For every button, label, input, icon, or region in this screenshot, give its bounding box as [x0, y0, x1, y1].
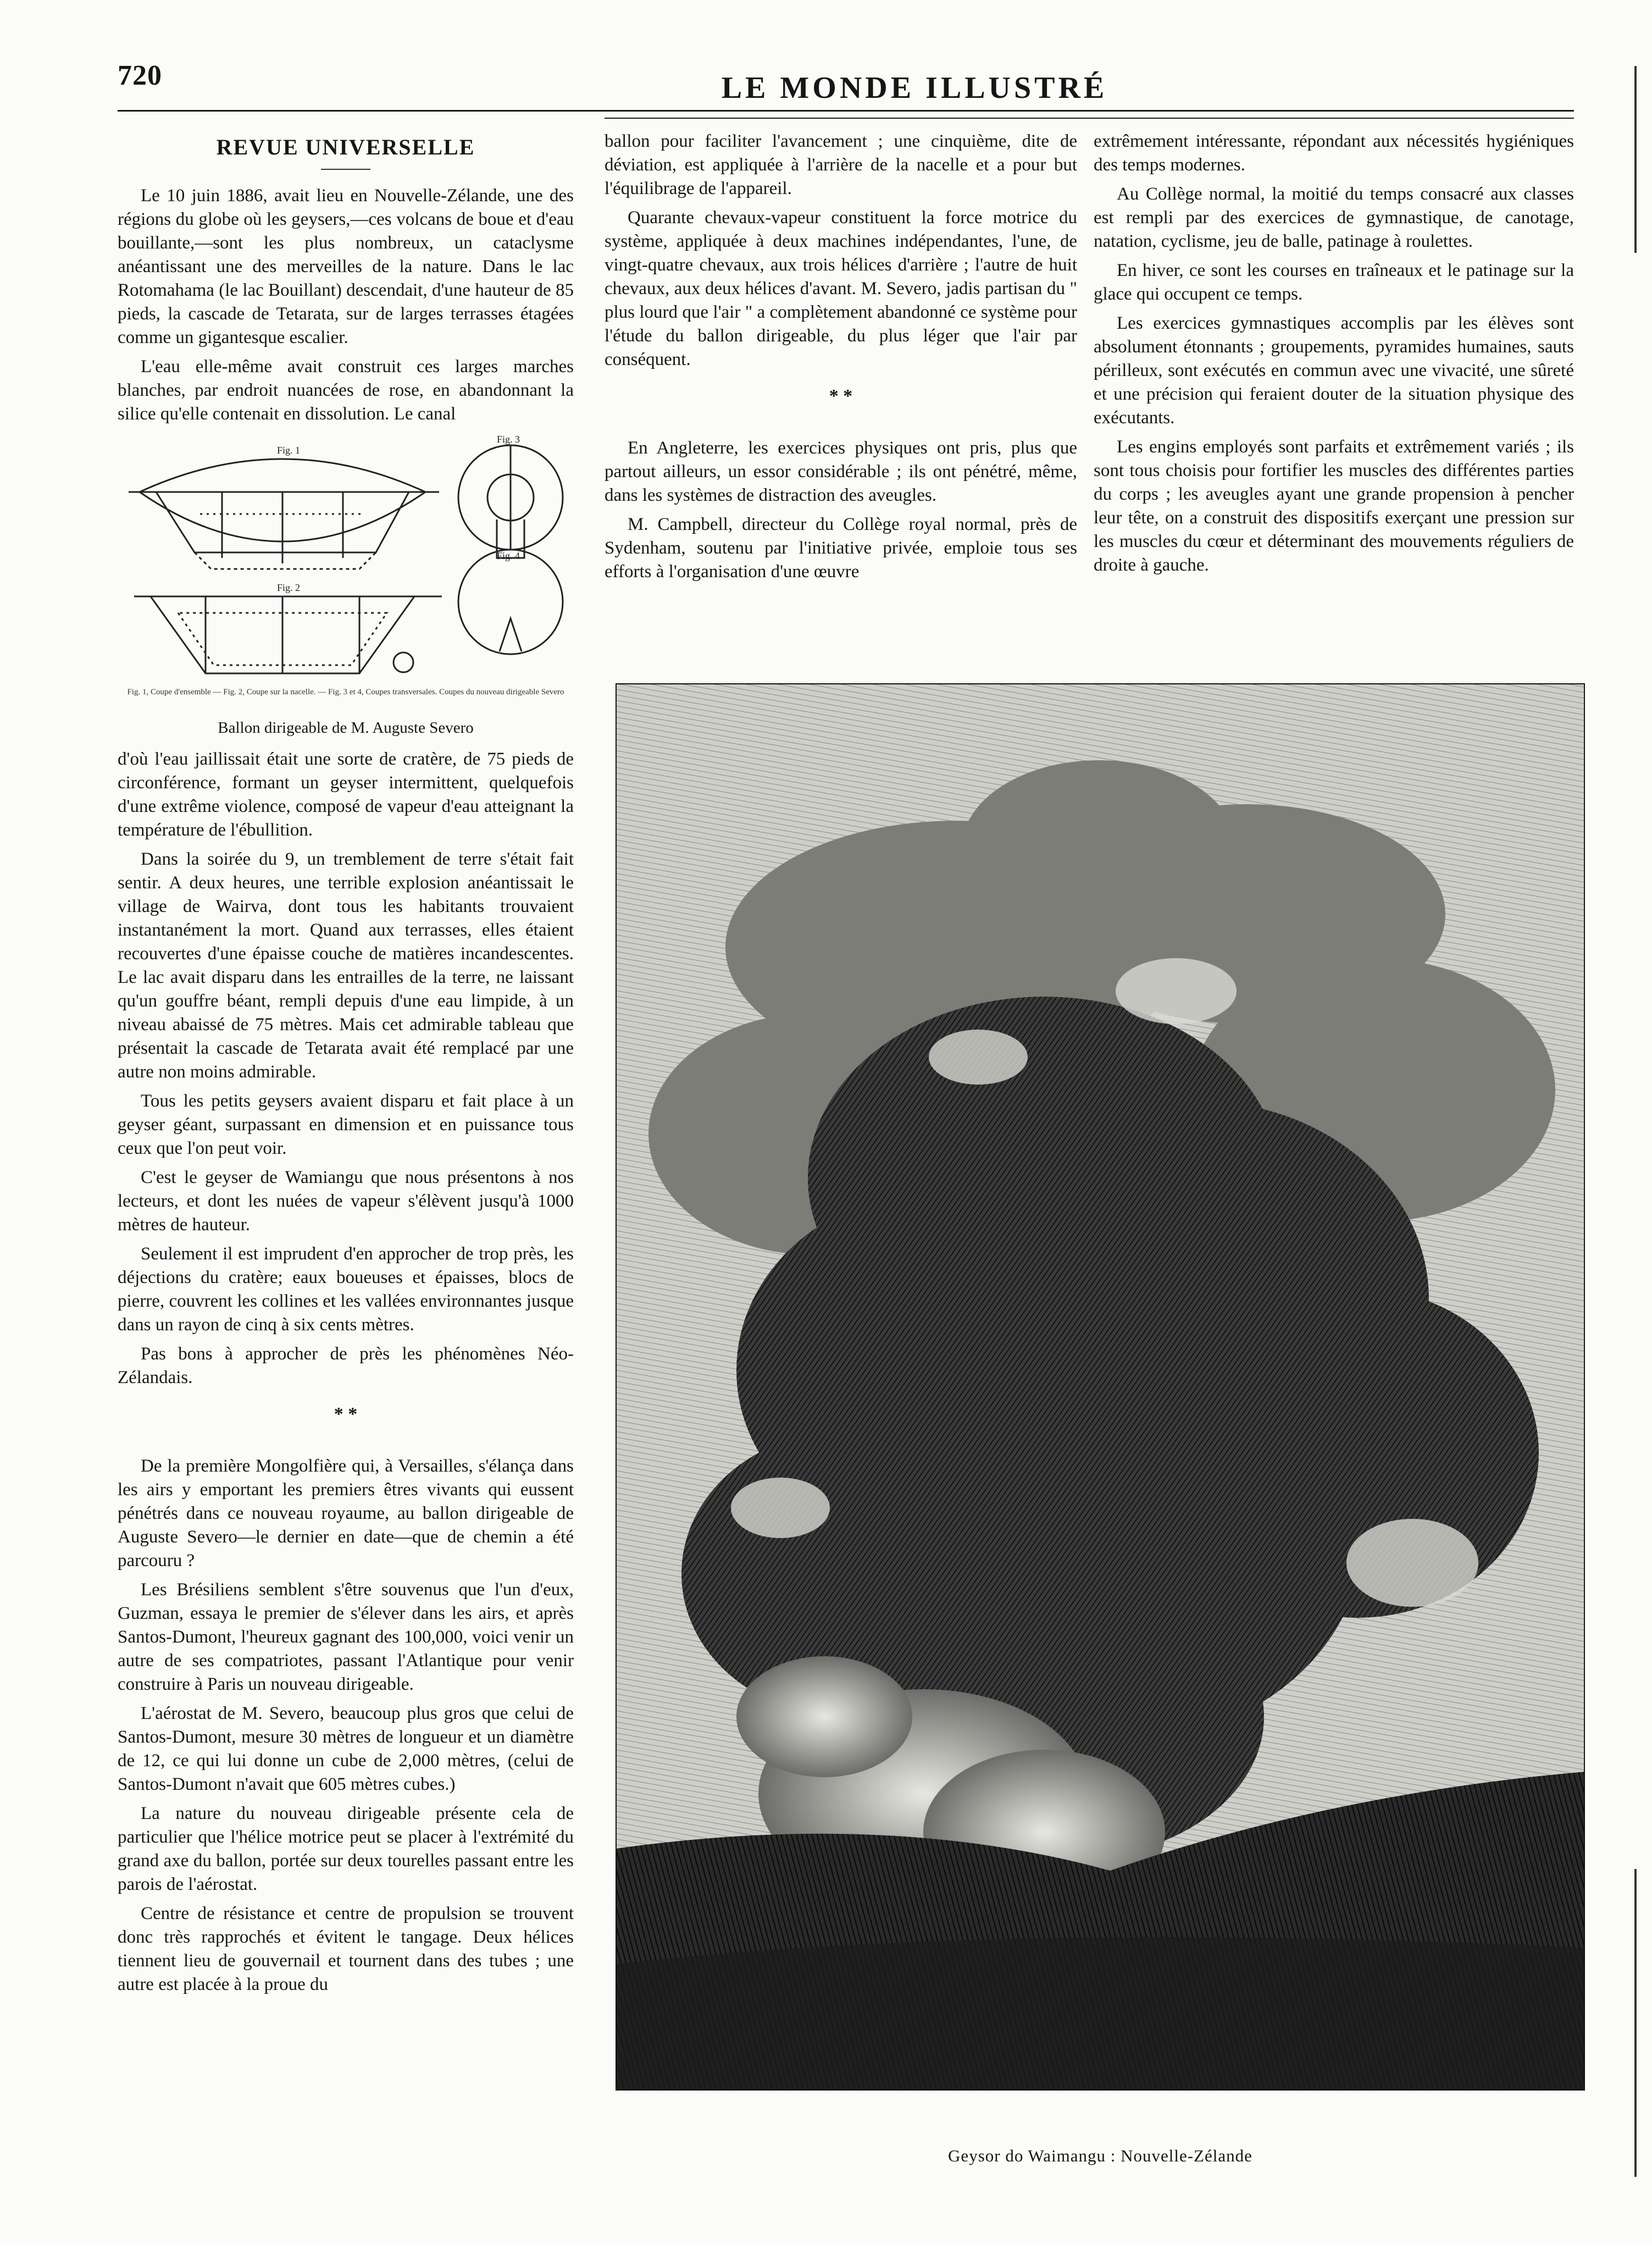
geyser-engraving [616, 683, 1585, 2091]
illustration-caption: Geysor do Waimangu : Nouvelle-Zélande [948, 2146, 1252, 2165]
figure-small-caption: Fig. 1, Coupe d'ensemble — Fig. 2, Coupe sur la nacelle. — Fig. 3 et 4, Coupes transversales. Coupes du nouveau dirigeable Severo [127, 688, 564, 696]
fig-label: Fig. 2 [277, 582, 301, 593]
right-column [1094, 130, 1574, 583]
paragraph: Seulement il est imprudent d'en approcher de trop près, les déjections du cratère; eaux boueuses et épaisses, blocs de pierre, couvrent les collines et les vallées environnantes jusque dans un rayon de cinq à six cents mètres. [118, 1244, 574, 1335]
paragraph: Centre de résistance et centre de propulsion se trouvent donc très rapprochés et évitent le tangage. Deux hélices tiennent lieu de gouvernail et tournent dans des tubes ; une autre est placée à la proue du [118, 1904, 574, 1994]
paragraph: L'eau elle-même avait construit ces larges marches blanches, par endroit nuancées de rose, en abandonnant la silice qu'elle contenait en dissolution. Le canal [118, 357, 574, 424]
paragraph: Les exercices gymnastiques accomplis par les élèves sont absolument étonnants ; groupements, pyramides humaines, sauts périlleux, sont exécutés en commun avec une vivacité, une sûreté et une précision qui feraient douter de la situation physique des exécutants. [1094, 313, 1574, 428]
paragraph: Pas bons à approcher de près les phénomènes Néo-Zélandais. [118, 1344, 574, 1387]
fig-label: Fig. 3 [497, 434, 520, 445]
middle-column [605, 130, 1077, 589]
paragraph: La nature du nouveau dirigeable présente cela de particulier que l'hélice motrice peut se placer à l'extrémité du grand axe du ballon, portée sur deux tourelles passant entre les parois de l'aérostat. [118, 1804, 574, 1894]
airship-diagram [118, 432, 574, 712]
paragraph: M. Campbell, directeur du Collège royal normal, près de Sydenham, soutenu par l'initiative privée, emploie tous ses efforts à l'organisation d'une œuvre [605, 515, 1077, 582]
paragraph: Au Collège normal, la moitié du temps consacré aux classes est rempli par des exercices de gymnastique, de canotage, natation, cyclisme, jeu de balle, patinage à roulettes. [1094, 184, 1574, 251]
header-rule [118, 110, 1574, 112]
paragraph: Les Brésiliens semblent s'être souvenus que l'un d'eux, Guzman, essaya le premier de s'élever dans les airs, et après Santos-Dumont, l'heureux gagnant des 100,000, voici venir un autre de ses compatriotes, passant l'Atlantique pour venir construire à Paris un nouveau dirigeable. [118, 1580, 574, 1694]
paragraph: extrêmement intéressante, répondant aux nécessités hygiéniques des temps modernes. [1094, 131, 1574, 175]
fig-label: Fig. 1 [277, 445, 301, 456]
airship-figure [118, 432, 574, 712]
paragraph: Dans la soirée du 9, un tremblement de terre s'était fait sentir. A deux heures, une terrible explosion anéantissait le village de Wairva, dont tous les habitants trouvaient instantanément la mort. Quand aux terrasses, elles étaient recouvertes d'une épaisse couche de matières incandescentes. Le lac avait disparu dans les entrailles de la terre, ne laissant qu'un gouffre béant, rempli depuis d'une eau limpide, à un niveau abaissé de 75 mètres. Mais cet admirable tableau que présentait la cascade de Tetarata avait été remplacé par une autre non moins admirable. [118, 849, 574, 1082]
paragraph: Quarante chevaux-vapeur constituent la force motrice du système, appliquée à deux machines indépendantes, l'une, de vingt-quatre chevaux, aux trois hélices d'arrière ; l'autre de huit chevaux, aux deux hélices d'avant. M. Severo, jadis partisan du " plus lourd que l'air " a complètement abandonné ce système pour l'étude du ballon dirigeable, du plus léger que l'air par conséquent. [605, 208, 1077, 369]
foreground-slope [616, 1937, 1585, 2091]
left-column [118, 135, 574, 2002]
masthead: LE MONDE ILLUSTRÉ [721, 71, 1108, 105]
scan-edge-mark [1634, 66, 1637, 253]
paragraph: C'est le geyser de Wamiangu que nous présentons à nos lecteurs, et dont les nuées de vapeur s'élèvent jusqu'à 1000 mètres de hauteur. [118, 1168, 574, 1235]
fig-label: Fig. 4 [497, 550, 520, 561]
paragraph: ballon pour faciliter l'avancement ; une cinquième, dite de déviation, est appliquée à l'arrière de la nacelle et a pour but l'équilibrage de l'appareil. [605, 131, 1077, 198]
section-separator: * * [829, 386, 853, 406]
article-title: REVUE UNIVERSELLE [216, 135, 475, 159]
paragraph: L'aérostat de M. Severo, beaucoup plus gros que celui de Santos-Dumont, mesure 30 mètres de longueur et un diamètre de 12, ce qui lui donne un cube de 2,000 mètres, (celui de Santos-Dumont n'avait que 605 mètres cubes.) [118, 1704, 574, 1794]
section-separator: * * [334, 1404, 358, 1424]
page-number: 720 [118, 60, 162, 91]
paragraph: Tous les petits geysers avaient disparu et fait place à un geyser géant, surpassant en dimension et en puissance tous ceux que l'on peut voir. [118, 1091, 574, 1158]
paragraph: En hiver, ce sont les courses en traîneaux et le patinage sur la glace qui occupent ce temps. [1094, 261, 1574, 304]
paragraph: Les engins employés sont parfaits et extrêmement variés ; ils sont tous choisis pour fortifier les muscles des différentes parties du corps ; les aveugles ayant une grande propension à pencher leur tête, on a construit des dispositifs exerçant une pression sur les muscles du cœur et déterminant des mouvements réguliers de droite à gauche. [1094, 437, 1574, 575]
paragraph: De la première Mongolfière qui, à Versailles, s'élança dans les airs y emportant les premiers êtres vivants qui eussent pénétrés dans ce nouveau royaume, au ballon dirigeable de Auguste Severo—le dernier en date—que de chemin a été parcouru ? [118, 1456, 574, 1571]
paragraph: d'où l'eau jaillissait était une sorte de cratère, de 75 pieds de circonférence, formant un geyser intermittent, quelquefois d'une extrême violence, composé de vapeur d'eau atteignant la température de l'ébullition. [118, 749, 574, 840]
header-rule-thin [605, 118, 1574, 119]
figure-caption: Ballon dirigeable de M. Auguste Severo [218, 719, 474, 737]
paragraph: Le 10 juin 1886, avait lieu en Nouvelle-Zélande, une des régions du globe où les geysers,—ces volcans de boue et d'eau bouillante,—sont les plus nombreux, un cataclysme anéantissant une des merveilles de la nature. Dans le lac Rotomahama (le lac Bouillant) descendait, d'une hauteur de 85 pieds, la cascade de Tetarata, sur de larges terrasses étagées comme un gigantesque escalier. [118, 186, 574, 347]
geyser-illustration [616, 683, 1585, 2091]
scan-edge-mark [1634, 1869, 1637, 2177]
paragraph: En Angleterre, les exercices physiques ont pris, plus que partout ailleurs, un essor considérable ; ils ont pénétré, même, dans les systèmes de distraction des aveugles. [605, 438, 1077, 505]
title-divider [321, 169, 370, 170]
